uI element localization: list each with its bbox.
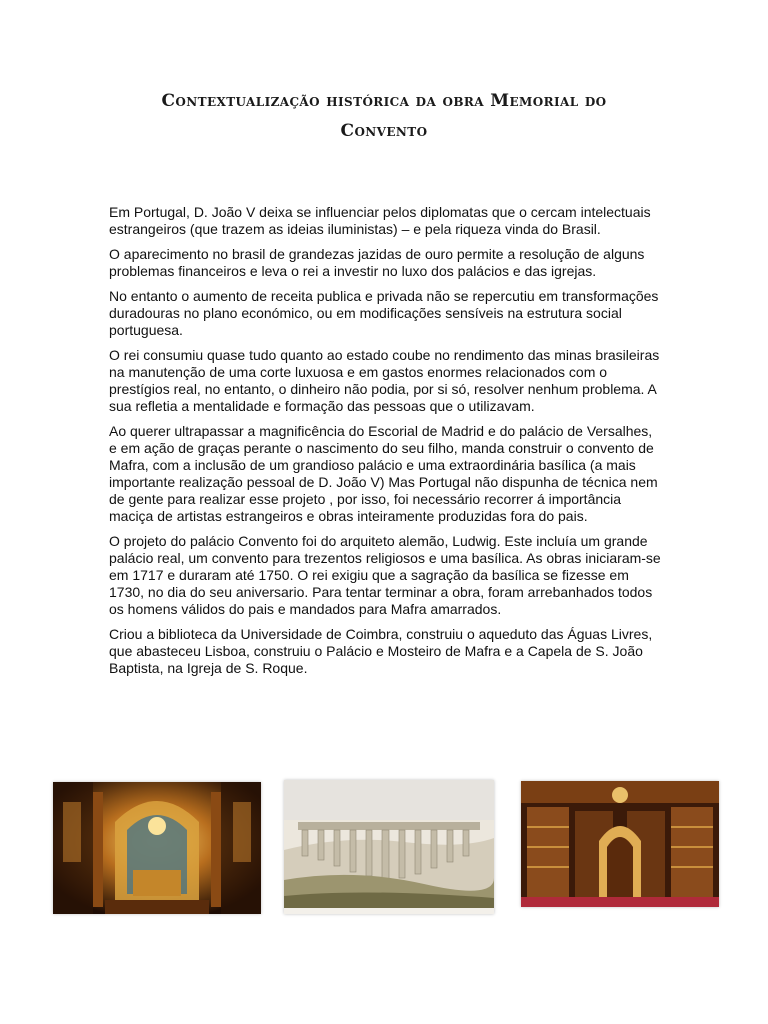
paragraph-4: O rei consumiu quase tudo quanto ao estado coube no rendimento das minas brasileiras na manutenção de uma corte luxuosa e em gastos enormes relacionados com o prestígios real, no entanto, o dinheiro não podia, por si só, resolver nenhum problema. A sua refletia a mentalidade e formação das pessoas que o utilizavam. — [109, 347, 660, 414]
title-line-2: Convento — [340, 121, 428, 141]
paragraph-2: O aparecimento no brasil de grandezas jazidas de ouro permite a resolução de alguns problemas financeiros e leva o rei a investir no luxo dos palácios e das igrejas. — [109, 246, 645, 279]
paragraph-3: No entanto o aumento de receita publica e privada não se repercutiu em transformações duradouras no plano económico, ou em modificações sensíveis na estrutura social portuguesa. — [109, 288, 659, 338]
aqueduct-image — [284, 780, 494, 914]
paragraph-7: Criou a biblioteca da Universidade de Coimbra, construiu o aqueduto das Águas Livres, que abasteceu Lisboa, construiu o Palácio e Mosteiro de Mafra e a Capela de S. João Baptista, na Igreja de S. Roque. — [109, 626, 653, 676]
title-line-1: Contextualização histórica da obra Memorial do — [161, 91, 607, 111]
document-body — [109, 204, 661, 685]
chapel-interior-image — [53, 782, 261, 914]
paragraph-1: Em Portugal, D. João V deixa se influenciar pelos diplomatas que o cercam intelectuais estrangeiros (que trazem as ideias iluministas) – e pela riqueza vinda do Brasil. — [109, 204, 651, 237]
paragraph-6: O projeto do palácio Convento foi do arquiteto alemão, Ludwig. Este incluía um grande palácio real, um convento para trezentos religiosos e uma basílica. As obras iniciaram-se em 1717 e duraram até 1750. O rei exigiu que a sagração da basílica se fizesse em 1730, no dia do seu aniversario. Para tentar terminar a obra, foram arrebanhados todos os homens válidos do pais e mandados para Mafra amarrados. — [109, 533, 661, 617]
library-interior-image — [521, 781, 719, 907]
paragraph-5: Ao querer ultrapassar a magnificência do Escorial de Madrid e do palácio de Versalhes, e em ação de graças perante o nascimento do seu filho, manda construir o convento de Mafra, com a inclusão de um grandioso palácio e uma extraordinária basílica (a mais importante realização pessoal de D. João V) Mas Portugal não dispunha de técnica nem de gente para realizar esse projeto , por isso, foi necessário recorrer á importância maciça de artistas estrangeiros e obras inteiramente produzidas fora do pais. — [109, 423, 658, 524]
document-title — [80, 86, 688, 146]
